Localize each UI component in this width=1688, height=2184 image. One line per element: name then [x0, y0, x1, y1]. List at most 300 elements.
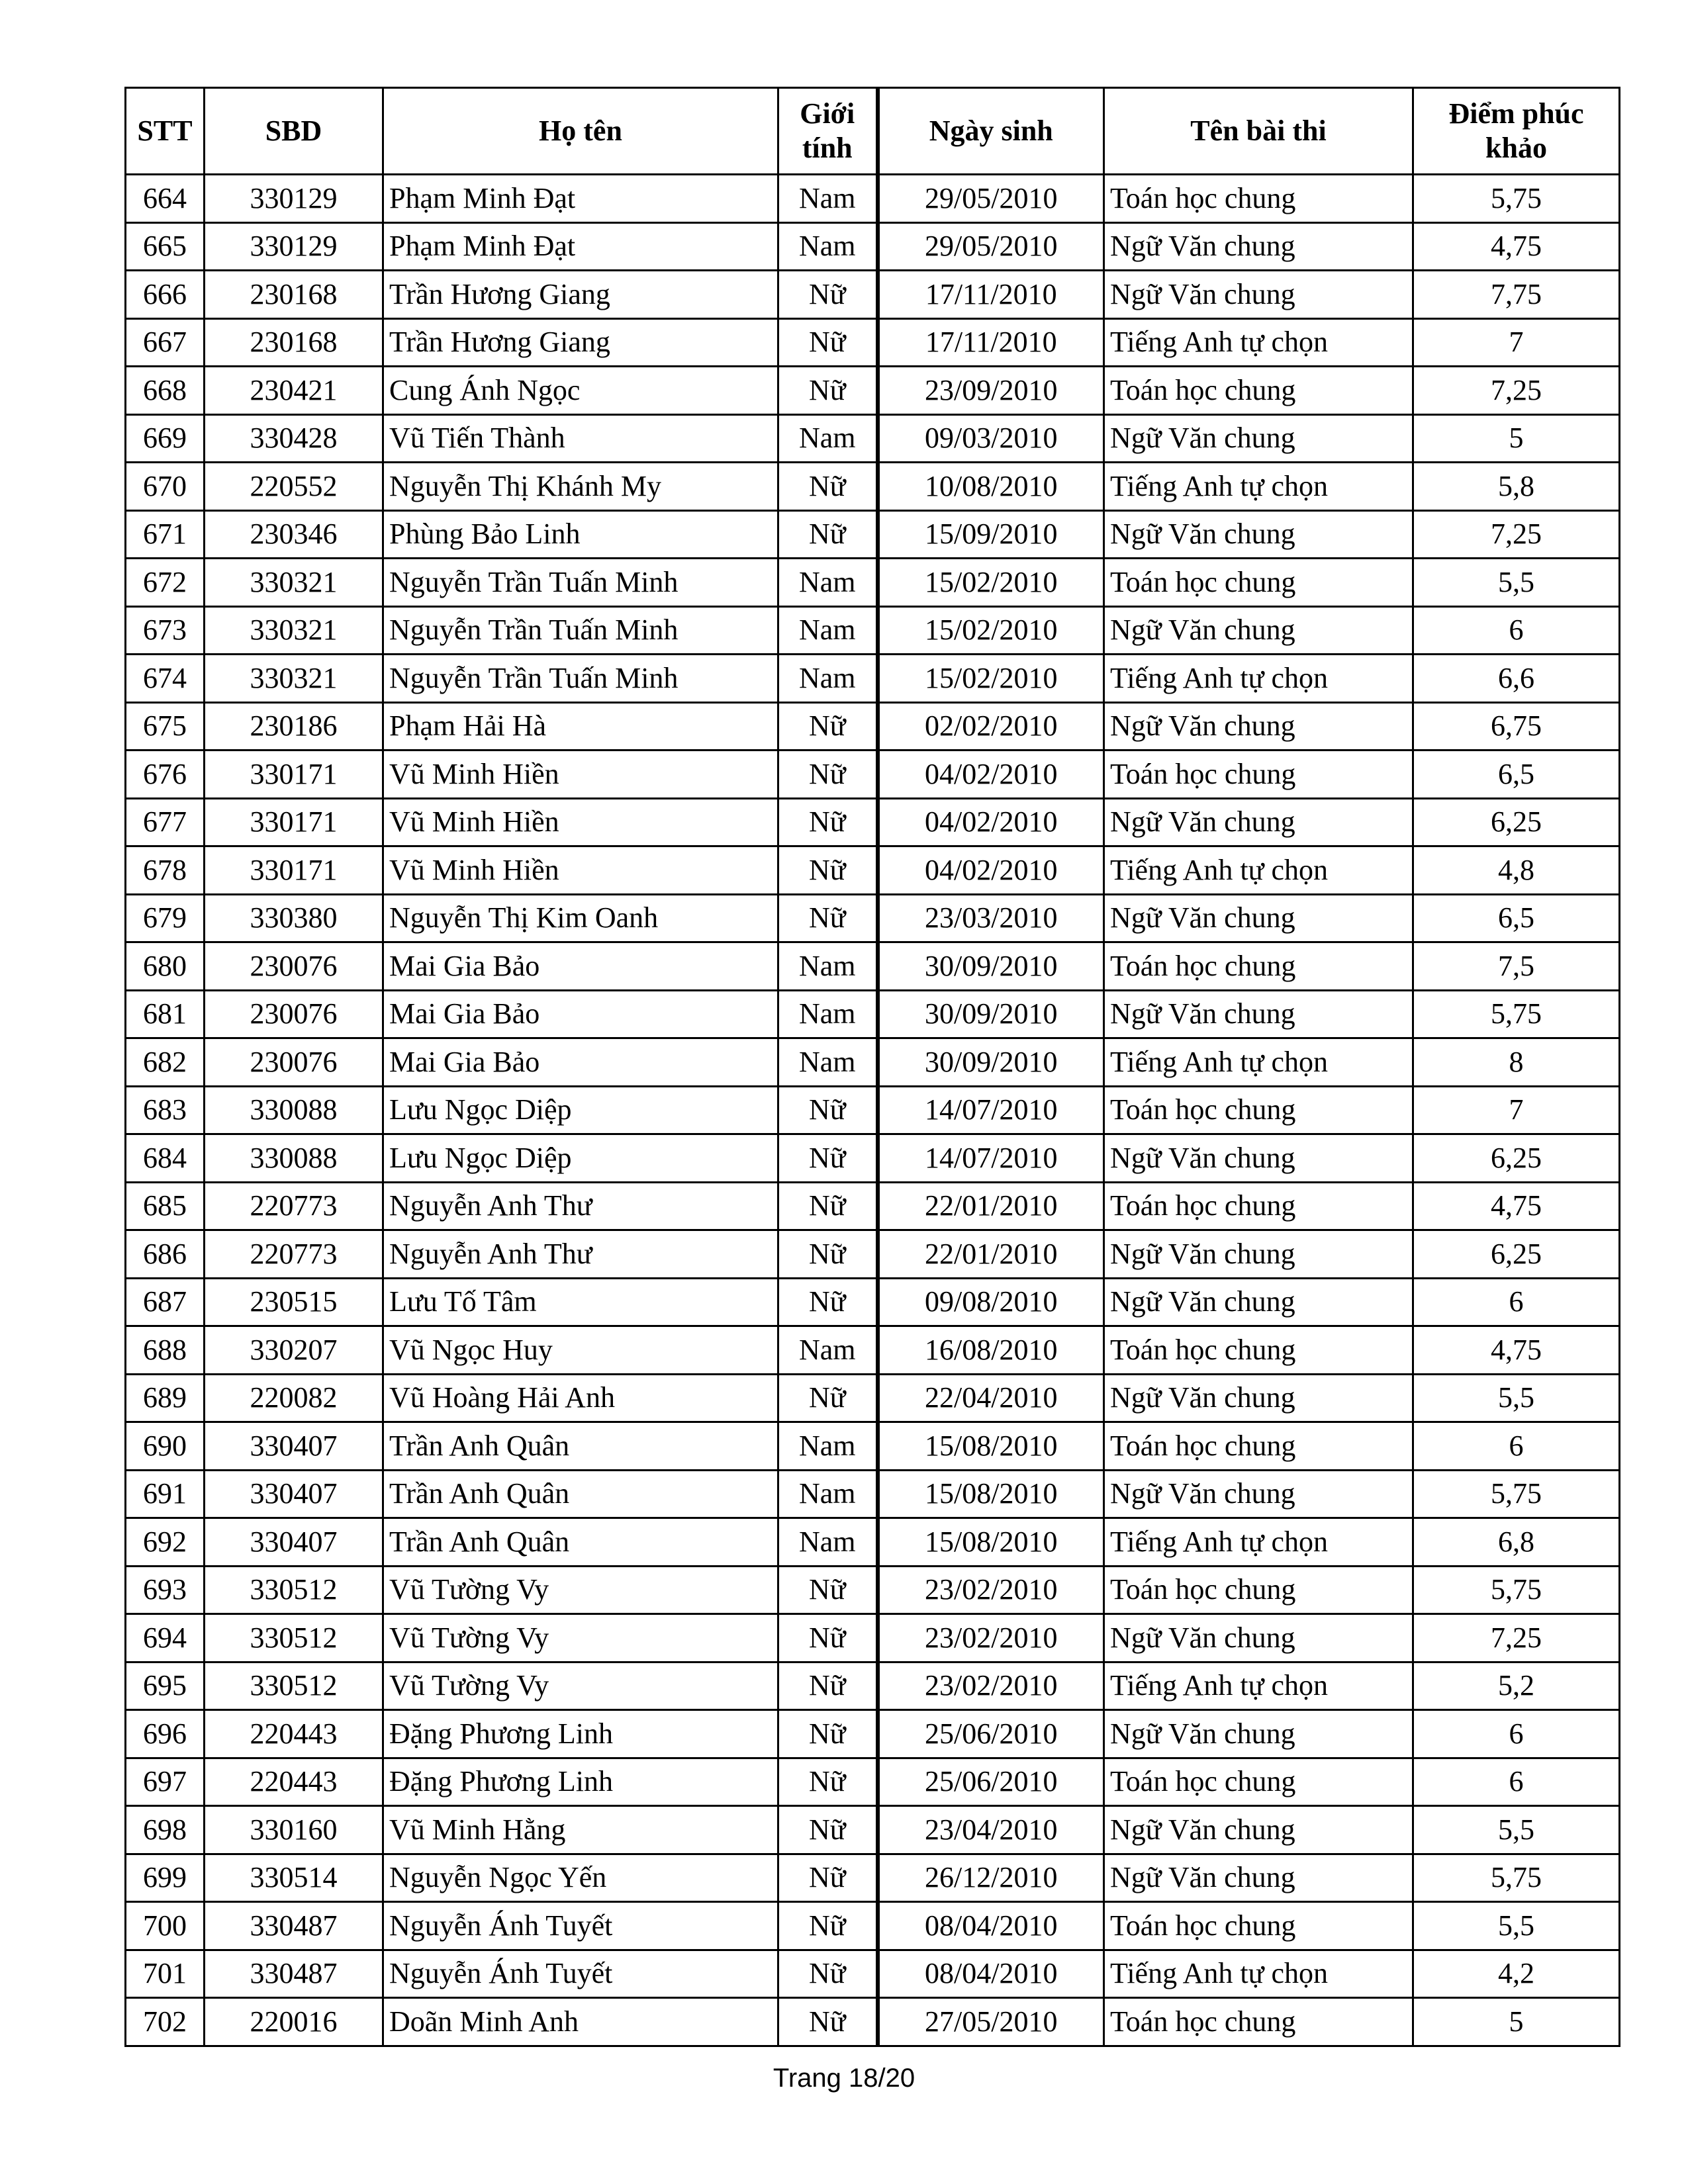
cell-subject: Toán học chung	[1104, 1326, 1413, 1375]
cell-subject: Toán học chung	[1104, 751, 1413, 799]
cell-score: 8	[1413, 1038, 1620, 1087]
cell-name: Lưu Ngọc Diệp	[383, 1134, 778, 1183]
cell-name: Mai Gia Bảo	[383, 942, 778, 991]
cell-sbd: 330129	[205, 175, 383, 223]
header-gender-line2: tính	[802, 132, 853, 164]
cell-subject: Tiếng Anh tự chọn	[1104, 846, 1413, 895]
cell-name: Phạm Minh Đạt	[383, 222, 778, 271]
cell-dob: 25/06/2010	[878, 1758, 1104, 1806]
cell-subject: Toán học chung	[1104, 367, 1413, 415]
cell-name: Nguyễn Anh Thư	[383, 1182, 778, 1230]
cell-gender: Nữ	[778, 1278, 878, 1326]
table-row	[126, 798, 1620, 846]
cell-sbd: 330160	[205, 1806, 383, 1854]
cell-score: 7	[1413, 1086, 1620, 1134]
cell-stt: 698	[126, 1806, 205, 1854]
cell-score: 7,5	[1413, 942, 1620, 991]
cell-subject: Ngữ Văn chung	[1104, 606, 1413, 655]
cell-name: Vũ Minh Hiền	[383, 846, 778, 895]
cell-dob: 17/11/2010	[878, 271, 1104, 319]
cell-subject: Toán học chung	[1104, 175, 1413, 223]
cell-score: 5,75	[1413, 1470, 1620, 1518]
cell-score: 6	[1413, 1422, 1620, 1471]
cell-dob: 08/04/2010	[878, 1902, 1104, 1950]
cell-subject: Ngữ Văn chung	[1104, 510, 1413, 559]
cell-stt: 680	[126, 942, 205, 991]
cell-subject: Ngữ Văn chung	[1104, 1854, 1413, 1902]
cell-gender: Nữ	[778, 798, 878, 846]
cell-score: 5,8	[1413, 463, 1620, 511]
cell-gender: Nữ	[778, 1374, 878, 1422]
table-row	[126, 990, 1620, 1038]
cell-sbd: 330407	[205, 1470, 383, 1518]
cell-subject: Tiếng Anh tự chọn	[1104, 1038, 1413, 1087]
table-row	[126, 1902, 1620, 1950]
cell-sbd: 330171	[205, 846, 383, 895]
cell-dob: 09/03/2010	[878, 414, 1104, 463]
cell-stt: 694	[126, 1614, 205, 1662]
cell-gender: Nữ	[778, 702, 878, 751]
cell-sbd: 230076	[205, 990, 383, 1038]
cell-sbd: 230421	[205, 367, 383, 415]
cell-score: 6,25	[1413, 1134, 1620, 1183]
cell-dob: 23/03/2010	[878, 894, 1104, 942]
cell-name: Đặng Phương Linh	[383, 1758, 778, 1806]
table-row	[126, 1038, 1620, 1087]
cell-sbd: 220773	[205, 1230, 383, 1279]
table-row	[126, 1662, 1620, 1710]
cell-stt: 682	[126, 1038, 205, 1087]
cell-dob: 04/02/2010	[878, 798, 1104, 846]
cell-gender: Nữ	[778, 894, 878, 942]
table-row	[126, 1854, 1620, 1902]
cell-stt: 668	[126, 367, 205, 415]
header-score-line1: Điểm phúc	[1448, 97, 1584, 130]
cell-stt: 692	[126, 1518, 205, 1567]
cell-subject: Ngữ Văn chung	[1104, 1710, 1413, 1758]
cell-stt: 686	[126, 1230, 205, 1279]
cell-subject: Tiếng Anh tự chọn	[1104, 1518, 1413, 1567]
cell-subject: Ngữ Văn chung	[1104, 414, 1413, 463]
cell-stt: 665	[126, 222, 205, 271]
cell-subject: Ngữ Văn chung	[1104, 798, 1413, 846]
cell-subject: Ngữ Văn chung	[1104, 271, 1413, 319]
cell-subject: Toán học chung	[1104, 1998, 1413, 2046]
table-row	[126, 606, 1620, 655]
cell-dob: 23/02/2010	[878, 1614, 1104, 1662]
cell-gender: Nữ	[778, 1614, 878, 1662]
cell-name: Phạm Hải Hà	[383, 702, 778, 751]
header-gender-line1: Giới	[800, 97, 855, 130]
table-row	[126, 1950, 1620, 1998]
cell-name: Vũ Minh Hằng	[383, 1806, 778, 1854]
cell-sbd: 330207	[205, 1326, 383, 1375]
cell-sbd: 330487	[205, 1902, 383, 1950]
cell-dob: 29/05/2010	[878, 222, 1104, 271]
table-row	[126, 1422, 1620, 1471]
cell-sbd: 230346	[205, 510, 383, 559]
cell-subject: Ngữ Văn chung	[1104, 1134, 1413, 1183]
cell-dob: 30/09/2010	[878, 1038, 1104, 1087]
cell-subject: Ngữ Văn chung	[1104, 990, 1413, 1038]
cell-score: 7	[1413, 318, 1620, 367]
cell-score: 7,75	[1413, 271, 1620, 319]
cell-gender: Nữ	[778, 1086, 878, 1134]
cell-sbd: 220082	[205, 1374, 383, 1422]
cell-subject: Tiếng Anh tự chọn	[1104, 655, 1413, 703]
header-name: Họ tên	[383, 88, 778, 175]
cell-sbd: 330321	[205, 606, 383, 655]
cell-sbd: 330512	[205, 1662, 383, 1710]
cell-sbd: 330487	[205, 1950, 383, 1998]
cell-name: Phùng Bảo Linh	[383, 510, 778, 559]
cell-stt: 688	[126, 1326, 205, 1375]
cell-stt: 677	[126, 798, 205, 846]
cell-name: Đặng Phương Linh	[383, 1710, 778, 1758]
cell-gender: Nữ	[778, 1998, 878, 2046]
cell-sbd: 220016	[205, 1998, 383, 2046]
cell-sbd: 330321	[205, 559, 383, 607]
cell-score: 5,75	[1413, 175, 1620, 223]
cell-stt: 701	[126, 1950, 205, 1998]
cell-stt: 691	[126, 1470, 205, 1518]
header-subject: Tên bài thi	[1104, 88, 1413, 175]
cell-subject: Ngữ Văn chung	[1104, 1278, 1413, 1326]
header-dob: Ngày sinh	[878, 88, 1104, 175]
cell-dob: 30/09/2010	[878, 942, 1104, 991]
cell-dob: 04/02/2010	[878, 751, 1104, 799]
cell-sbd: 330428	[205, 414, 383, 463]
cell-name: Vũ Minh Hiền	[383, 798, 778, 846]
cell-stt: 700	[126, 1902, 205, 1950]
cell-sbd: 230515	[205, 1278, 383, 1326]
cell-dob: 15/09/2010	[878, 510, 1104, 559]
table-row	[126, 894, 1620, 942]
cell-score: 5,75	[1413, 1854, 1620, 1902]
cell-name: Nguyễn Thị Kim Oanh	[383, 894, 778, 942]
cell-stt: 687	[126, 1278, 205, 1326]
cell-score: 5,75	[1413, 990, 1620, 1038]
cell-dob: 14/07/2010	[878, 1134, 1104, 1183]
cell-score: 6,5	[1413, 751, 1620, 799]
cell-dob: 23/02/2010	[878, 1662, 1104, 1710]
table-row	[126, 222, 1620, 271]
cell-stt: 673	[126, 606, 205, 655]
table-row	[126, 1374, 1620, 1422]
cell-sbd: 220773	[205, 1182, 383, 1230]
cell-name: Vũ Minh Hiền	[383, 751, 778, 799]
results-table	[124, 87, 1620, 2047]
header-stt: STT	[126, 88, 205, 175]
cell-name: Nguyễn Anh Thư	[383, 1230, 778, 1279]
table-row	[126, 1806, 1620, 1854]
cell-dob: 15/02/2010	[878, 606, 1104, 655]
table-row	[126, 1614, 1620, 1662]
cell-subject: Tiếng Anh tự chọn	[1104, 1950, 1413, 1998]
cell-name: Vũ Tường Vy	[383, 1566, 778, 1614]
table-row	[126, 1230, 1620, 1279]
cell-sbd: 230168	[205, 318, 383, 367]
cell-stt: 674	[126, 655, 205, 703]
cell-score: 5,75	[1413, 1566, 1620, 1614]
table-row	[126, 1086, 1620, 1134]
cell-stt: 690	[126, 1422, 205, 1471]
table-row	[126, 1710, 1620, 1758]
cell-dob: 22/01/2010	[878, 1182, 1104, 1230]
cell-gender: Nữ	[778, 1902, 878, 1950]
cell-gender: Nam	[778, 1038, 878, 1087]
cell-dob: 09/08/2010	[878, 1278, 1104, 1326]
cell-gender: Nữ	[778, 1230, 878, 1279]
cell-stt: 669	[126, 414, 205, 463]
table-row	[126, 1998, 1620, 2046]
header-score	[1413, 88, 1620, 175]
cell-gender: Nữ	[778, 271, 878, 319]
cell-dob: 02/02/2010	[878, 702, 1104, 751]
cell-score: 6	[1413, 1758, 1620, 1806]
cell-gender: Nam	[778, 1518, 878, 1567]
cell-subject: Toán học chung	[1104, 1182, 1413, 1230]
table-row	[126, 1326, 1620, 1375]
cell-subject: Toán học chung	[1104, 1758, 1413, 1806]
page-number: Trang 18/20	[773, 2064, 915, 2093]
cell-sbd: 230076	[205, 942, 383, 991]
cell-subject: Ngữ Văn chung	[1104, 1806, 1413, 1854]
cell-sbd: 220443	[205, 1710, 383, 1758]
cell-score: 6	[1413, 606, 1620, 655]
cell-name: Nguyễn Trần Tuấn Minh	[383, 655, 778, 703]
cell-stt: 693	[126, 1566, 205, 1614]
cell-subject: Toán học chung	[1104, 942, 1413, 991]
cell-dob: 15/08/2010	[878, 1518, 1104, 1567]
table-row	[126, 1182, 1620, 1230]
cell-sbd: 230076	[205, 1038, 383, 1087]
cell-score: 4,75	[1413, 222, 1620, 271]
table-body	[126, 175, 1620, 2046]
table-row	[126, 559, 1620, 607]
cell-stt: 670	[126, 463, 205, 511]
cell-gender: Nam	[778, 222, 878, 271]
cell-score: 6,75	[1413, 702, 1620, 751]
cell-gender: Nam	[778, 175, 878, 223]
cell-name: Vũ Tường Vy	[383, 1662, 778, 1710]
cell-gender: Nữ	[778, 1854, 878, 1902]
table-row	[126, 367, 1620, 415]
cell-gender: Nam	[778, 1326, 878, 1375]
cell-gender: Nữ	[778, 463, 878, 511]
cell-stt: 683	[126, 1086, 205, 1134]
table-row	[126, 414, 1620, 463]
cell-name: Trần Anh Quân	[383, 1422, 778, 1471]
cell-subject: Toán học chung	[1104, 1086, 1413, 1134]
cell-dob: 04/02/2010	[878, 846, 1104, 895]
cell-dob: 15/08/2010	[878, 1470, 1104, 1518]
cell-score: 5,5	[1413, 1806, 1620, 1854]
table-row	[126, 751, 1620, 799]
cell-gender: Nam	[778, 414, 878, 463]
cell-gender: Nữ	[778, 1758, 878, 1806]
cell-stt: 672	[126, 559, 205, 607]
cell-sbd: 330380	[205, 894, 383, 942]
cell-dob: 23/09/2010	[878, 367, 1104, 415]
cell-subject: Ngữ Văn chung	[1104, 1374, 1413, 1422]
cell-name: Vũ Tường Vy	[383, 1614, 778, 1662]
cell-name: Trần Anh Quân	[383, 1518, 778, 1567]
cell-dob: 23/04/2010	[878, 1806, 1104, 1854]
table-row	[126, 175, 1620, 223]
cell-subject: Toán học chung	[1104, 559, 1413, 607]
header-score-line2: khảo	[1485, 132, 1547, 164]
cell-name: Doãn Minh Anh	[383, 1998, 778, 2046]
cell-stt: 664	[126, 175, 205, 223]
cell-stt: 702	[126, 1998, 205, 2046]
cell-sbd: 330514	[205, 1854, 383, 1902]
cell-name: Trần Hương Giang	[383, 318, 778, 367]
cell-dob: 10/08/2010	[878, 463, 1104, 511]
cell-score: 6,25	[1413, 798, 1620, 846]
table-row	[126, 463, 1620, 511]
cell-gender: Nam	[778, 606, 878, 655]
cell-dob: 17/11/2010	[878, 318, 1104, 367]
cell-name: Lưu Ngọc Diệp	[383, 1086, 778, 1134]
cell-subject: Toán học chung	[1104, 1566, 1413, 1614]
table-row	[126, 655, 1620, 703]
cell-gender: Nữ	[778, 1662, 878, 1710]
cell-sbd: 330407	[205, 1518, 383, 1567]
cell-score: 5	[1413, 1998, 1620, 2046]
cell-name: Vũ Ngọc Huy	[383, 1326, 778, 1375]
cell-dob: 15/02/2010	[878, 559, 1104, 607]
cell-sbd: 220443	[205, 1758, 383, 1806]
cell-name: Lưu Tố Tâm	[383, 1278, 778, 1326]
cell-score: 6,6	[1413, 655, 1620, 703]
cell-sbd: 330171	[205, 798, 383, 846]
cell-name: Nguyễn Trần Tuấn Minh	[383, 559, 778, 607]
table-row	[126, 1278, 1620, 1326]
cell-score: 7,25	[1413, 510, 1620, 559]
cell-dob: 22/01/2010	[878, 1230, 1104, 1279]
cell-score: 5,5	[1413, 559, 1620, 607]
cell-name: Nguyễn Thị Khánh My	[383, 463, 778, 511]
cell-gender: Nữ	[778, 846, 878, 895]
cell-stt: 675	[126, 702, 205, 751]
table-row	[126, 1518, 1620, 1567]
cell-dob: 08/04/2010	[878, 1950, 1104, 1998]
table-row	[126, 1470, 1620, 1518]
cell-dob: 15/08/2010	[878, 1422, 1104, 1471]
cell-name: Nguyễn Ánh Tuyết	[383, 1902, 778, 1950]
cell-subject: Ngữ Văn chung	[1104, 1470, 1413, 1518]
cell-score: 7,25	[1413, 367, 1620, 415]
cell-sbd: 230168	[205, 271, 383, 319]
cell-name: Mai Gia Bảo	[383, 990, 778, 1038]
cell-gender: Nam	[778, 1422, 878, 1471]
cell-score: 4,2	[1413, 1950, 1620, 1998]
cell-score: 6,5	[1413, 894, 1620, 942]
cell-dob: 15/02/2010	[878, 655, 1104, 703]
table-row	[126, 1758, 1620, 1806]
cell-gender: Nam	[778, 655, 878, 703]
cell-stt: 689	[126, 1374, 205, 1422]
cell-stt: 678	[126, 846, 205, 895]
cell-name: Mai Gia Bảo	[383, 1038, 778, 1087]
cell-gender: Nam	[778, 559, 878, 607]
table-row	[126, 1134, 1620, 1183]
cell-score: 6	[1413, 1710, 1620, 1758]
cell-dob: 22/04/2010	[878, 1374, 1104, 1422]
cell-score: 5,5	[1413, 1374, 1620, 1422]
cell-subject: Toán học chung	[1104, 1422, 1413, 1471]
cell-subject: Ngữ Văn chung	[1104, 1614, 1413, 1662]
cell-score: 5,5	[1413, 1902, 1620, 1950]
table-row	[126, 510, 1620, 559]
cell-stt: 679	[126, 894, 205, 942]
cell-sbd: 330321	[205, 655, 383, 703]
cell-name: Trần Hương Giang	[383, 271, 778, 319]
cell-subject: Tiếng Anh tự chọn	[1104, 1662, 1413, 1710]
cell-stt: 697	[126, 1758, 205, 1806]
cell-stt: 667	[126, 318, 205, 367]
cell-dob: 30/09/2010	[878, 990, 1104, 1038]
cell-subject: Ngữ Văn chung	[1104, 894, 1413, 942]
cell-sbd: 220552	[205, 463, 383, 511]
cell-dob: 25/06/2010	[878, 1710, 1104, 1758]
table-row	[126, 942, 1620, 991]
cell-dob: 29/05/2010	[878, 175, 1104, 223]
cell-name: Trần Anh Quân	[383, 1470, 778, 1518]
cell-subject: Tiếng Anh tự chọn	[1104, 463, 1413, 511]
cell-stt: 681	[126, 990, 205, 1038]
cell-gender: Nữ	[778, 751, 878, 799]
cell-dob: 16/08/2010	[878, 1326, 1104, 1375]
cell-gender: Nữ	[778, 1182, 878, 1230]
cell-gender: Nữ	[778, 1134, 878, 1183]
cell-gender: Nữ	[778, 1566, 878, 1614]
cell-subject: Ngữ Văn chung	[1104, 702, 1413, 751]
cell-dob: 27/05/2010	[878, 1998, 1104, 2046]
header-gender	[778, 88, 878, 175]
cell-score: 7,25	[1413, 1614, 1620, 1662]
cell-name: Nguyễn Trần Tuấn Minh	[383, 606, 778, 655]
cell-stt: 685	[126, 1182, 205, 1230]
table-row	[126, 318, 1620, 367]
cell-stt: 695	[126, 1662, 205, 1710]
cell-gender: Nữ	[778, 510, 878, 559]
cell-gender: Nữ	[778, 1710, 878, 1758]
cell-name: Nguyễn Ánh Tuyết	[383, 1950, 778, 1998]
cell-subject: Toán học chung	[1104, 1902, 1413, 1950]
cell-sbd: 230186	[205, 702, 383, 751]
cell-sbd: 330171	[205, 751, 383, 799]
table-row	[126, 1566, 1620, 1614]
cell-gender: Nữ	[778, 367, 878, 415]
cell-gender: Nam	[778, 942, 878, 991]
cell-score: 6,8	[1413, 1518, 1620, 1567]
cell-name: Phạm Minh Đạt	[383, 175, 778, 223]
cell-sbd: 330512	[205, 1614, 383, 1662]
cell-dob: 23/02/2010	[878, 1566, 1104, 1614]
cell-stt: 684	[126, 1134, 205, 1183]
cell-subject: Ngữ Văn chung	[1104, 222, 1413, 271]
cell-score: 6	[1413, 1278, 1620, 1326]
cell-gender: Nữ	[778, 1806, 878, 1854]
cell-stt: 696	[126, 1710, 205, 1758]
cell-sbd: 330512	[205, 1566, 383, 1614]
header-sbd: SBD	[205, 88, 383, 175]
cell-name: Vũ Hoàng Hải Anh	[383, 1374, 778, 1422]
cell-score: 6,25	[1413, 1230, 1620, 1279]
cell-score: 4,75	[1413, 1326, 1620, 1375]
